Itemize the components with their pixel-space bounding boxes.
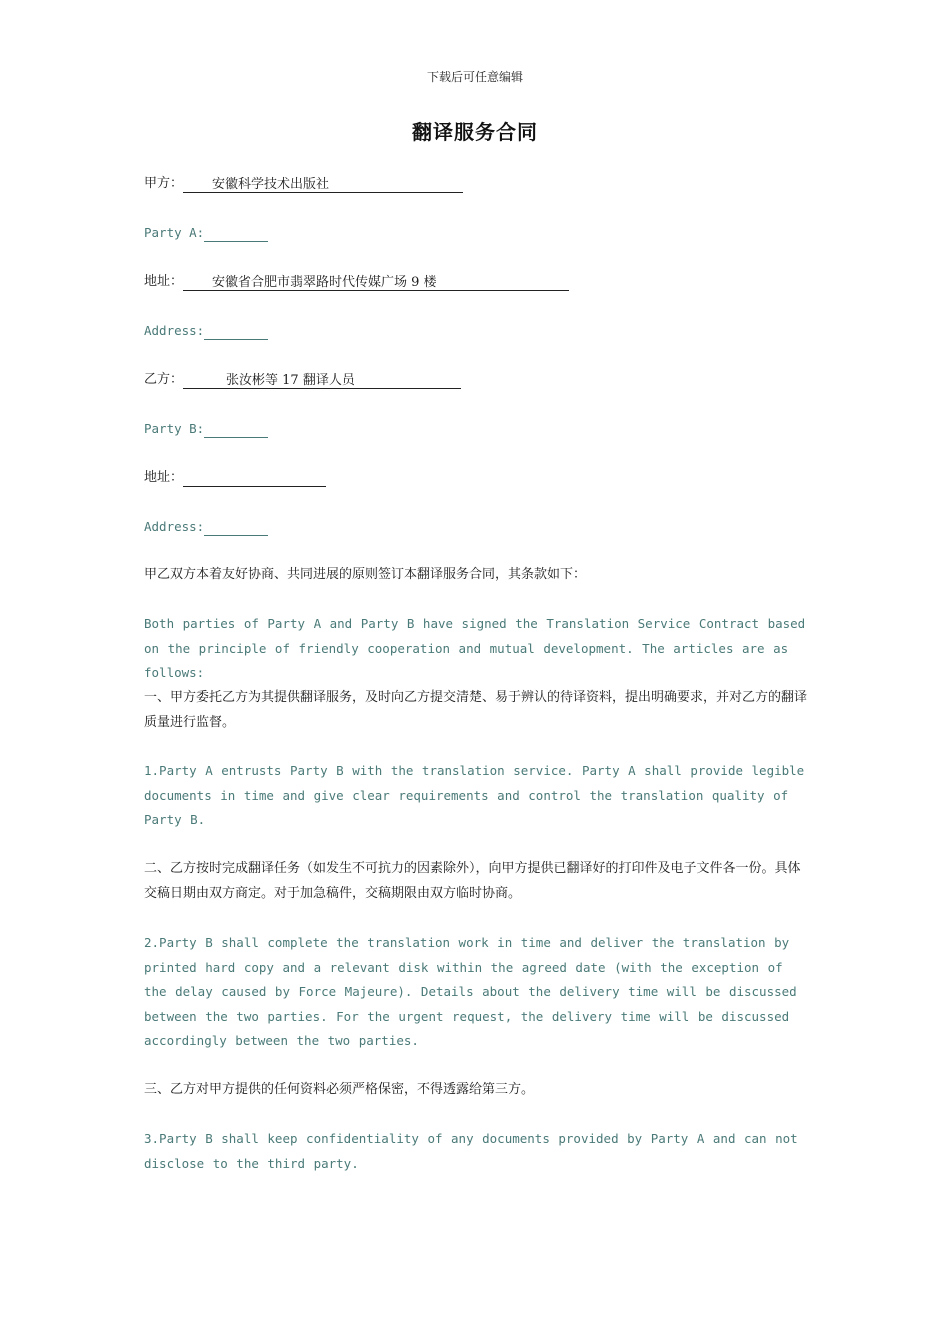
party-b-en-label: Party B: xyxy=(144,421,205,436)
party-a-address-en-field[interactable] xyxy=(204,325,268,340)
party-a-address-label: 地址： xyxy=(144,274,184,289)
party-a-address-en-label: Address: xyxy=(144,323,205,338)
article-3-zh: 三、乙方对甲方提供的任何资料必须严格保密，不得透露给第三方。 xyxy=(144,1082,535,1097)
preamble-zh: 甲乙双方本着友好协商、共同进展的原则签订本翻译服务合同，其条款如下： xyxy=(144,567,587,582)
article-1-zh: 一、甲方委托乙方为其提供翻译服务，及时向乙方提交清楚、易于辨认的待译资料，提出明确要求，并对乙方的翻译质量进行监督。 xyxy=(144,690,808,730)
party-b-address-en-label: Address: xyxy=(144,519,205,534)
party-b-en-field[interactable] xyxy=(204,423,268,438)
party-b-value: 张汝彬等 17 翻译人员 xyxy=(226,373,355,388)
party-b-field[interactable] xyxy=(183,373,461,389)
article-2-zh: 二、乙方按时完成翻译任务（如发生不可抗力的因素除外），向甲方提供已翻译好的打印件及电子文件各一份。具体交稿日期由双方商定。对于加急稿件，交稿期限由双方临时协商。 xyxy=(144,861,801,901)
party-a-field[interactable] xyxy=(183,177,463,193)
party-b-address-label: 地址： xyxy=(144,470,184,485)
party-a-address-value: 安徽省合肥市翡翠路时代传媒广场 9 楼 xyxy=(212,275,437,290)
party-b-address-field[interactable] xyxy=(183,471,326,487)
article-2-en: 2.Party B shall complete the translation work in time and deliver the translation by printed hard copy and a relevant disk within the agreed date (with the exception of the delay caused by Force Majeure). Details about the delivery time will be discussed between the two parties. For the urgent request, the delivery time will be discussed accordingly between the two parties. xyxy=(144,935,797,1048)
party-b-address-line xyxy=(144,469,326,487)
party-a-address-field[interactable] xyxy=(183,275,569,291)
party-b-address-en-field[interactable] xyxy=(204,521,268,536)
party-a-address-line xyxy=(144,273,569,291)
party-a-address-en-line xyxy=(144,322,268,340)
party-a-en-label: Party A: xyxy=(144,225,205,240)
party-b-address-en-line xyxy=(144,518,268,536)
page-title: 翻译服务合同 xyxy=(412,120,538,144)
article-3-en: 3.Party B shall keep confidentiality of any documents provided by Party A and can not disclose to the third party. xyxy=(144,1131,798,1171)
party-a-line xyxy=(144,175,463,193)
party-a-label: 甲方： xyxy=(144,176,184,191)
article-1-en: 1.Party A entrusts Party B with the translation service. Party A shall provide legible documents in time and give clear requirements and control the translation quality of Party B. xyxy=(144,763,805,827)
party-b-en-line xyxy=(144,420,268,438)
header-note: 下载后可任意编辑 xyxy=(426,70,523,84)
party-a-value: 安徽科学技术出版社 xyxy=(212,177,330,192)
party-b-label: 乙方： xyxy=(144,372,184,387)
preamble-en: Both parties of Party A and Party B have signed the Translation Service Contract based on the principle of friendly cooperation and mutual development. The articles are as follows: xyxy=(144,616,806,680)
party-a-en-field[interactable] xyxy=(204,227,268,242)
party-a-en-line xyxy=(144,224,268,242)
party-b-line xyxy=(144,371,461,389)
